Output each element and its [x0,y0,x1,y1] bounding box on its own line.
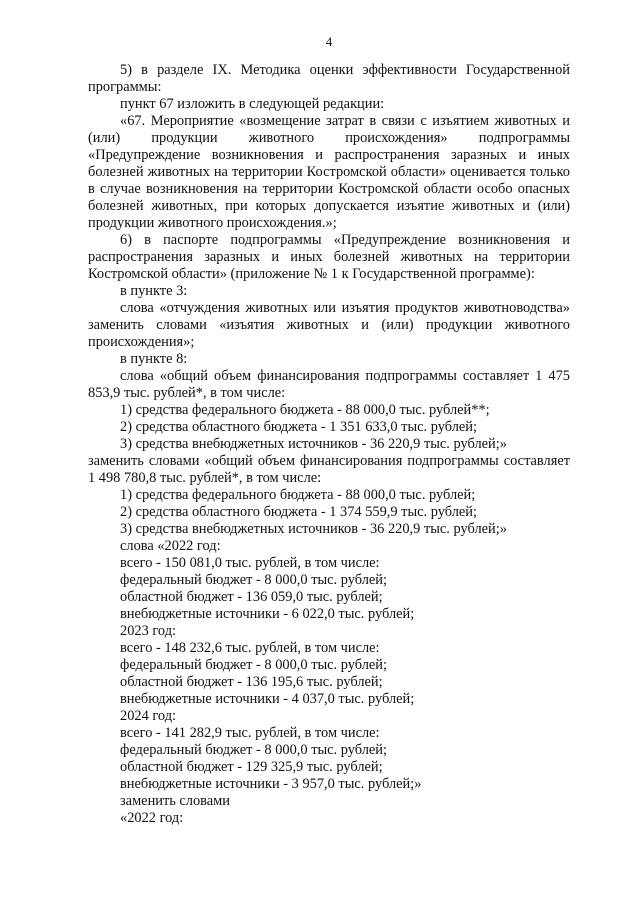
paragraph: областной бюджет - 136 195,6 тыс. рублей; [120,674,383,690]
paragraph: 3) средства внебюджетных источников - 36 220,9 тыс. рублей;» [120,521,507,537]
paragraph: 2024 год: [120,708,177,724]
paragraph: слова «2022 год: [120,538,221,554]
paragraph: в пункте 8: [120,351,188,367]
paragraph: федеральный бюджет - 8 000,0 тыс. рублей; [120,572,387,588]
paragraph: федеральный бюджет - 8 000,0 тыс. рублей; [120,657,387,673]
paragraph: всего - 150 081,0 тыс. рублей, в том числе: [120,555,380,571]
paragraph: 2) средства областного бюджета - 1 374 559,9 тыс. рублей; [120,504,477,520]
paragraph: заменить словами «общий объем финансирования подпрограммы составляет 1 498 780,8 тыс. рублей*, в том числе: [88,453,570,486]
paragraph: 1) средства федерального бюджета - 88 000,0 тыс. рублей**; [120,402,490,418]
paragraph: федеральный бюджет - 8 000,0 тыс. рублей; [120,742,387,758]
paragraph: 6) в паспорте подпрограммы «Предупреждение возникновения и распространения заразных и иных болезней животных на территории Костромской области» (приложение № 1 к Государственной программе): [88,232,570,282]
paragraph: слова «отчуждения животных или изъятия продуктов животноводства» заменить словами «изъятия животных и (или) продукции животного происхождения»; [88,300,570,350]
paragraph: пункт 67 изложить в следующей редакции: [120,96,385,112]
paragraph: в пункте 3: [120,283,188,299]
paragraph: «67. Мероприятие «возмещение затрат в связи с изъятием животных и (или) продукции животного происхождения» подпрограммы «Предупреждение возникновения и распространения заразных и иных болезней животных на территории Костромской области» оценивается только в случае возникновения на территории Костромской области особо опасных болезней животных, при которых допускается изъятие животных и (или) продукции животного происхождения.»; [88,113,570,231]
paragraph: «2022 год: [120,810,184,826]
paragraph: заменить словами [120,793,230,809]
document-body [88,62,570,827]
paragraph: всего - 141 282,9 тыс. рублей, в том числе: [120,725,380,741]
paragraph: внебюджетные источники - 6 022,0 тыс. рублей; [120,606,415,622]
paragraph: 1) средства федерального бюджета - 88 000,0 тыс. рублей; [120,487,476,503]
paragraph: областной бюджет - 129 325,9 тыс. рублей; [120,759,383,775]
paragraph: слова «общий объем финансирования подпрограммы составляет 1 475 853,9 тыс. рублей*, в том числе: [88,368,570,401]
paragraph: внебюджетные источники - 3 957,0 тыс. рублей;» [120,776,422,792]
page-number: 4 [325,34,333,49]
paragraph: всего - 148 232,6 тыс. рублей, в том числе: [120,640,380,656]
paragraph: 5) в разделе IX. Методика оценки эффективности Государственной программы: [88,62,570,95]
paragraph: 2) средства областного бюджета - 1 351 633,0 тыс. рублей; [120,419,477,435]
paragraph: внебюджетные источники - 4 037,0 тыс. рублей; [120,691,415,707]
paragraph: областной бюджет - 136 059,0 тыс. рублей; [120,589,383,605]
paragraph: 3) средства внебюджетных источников - 36 220,9 тыс. рублей;» [120,436,507,452]
paragraph: 2023 год: [120,623,177,639]
